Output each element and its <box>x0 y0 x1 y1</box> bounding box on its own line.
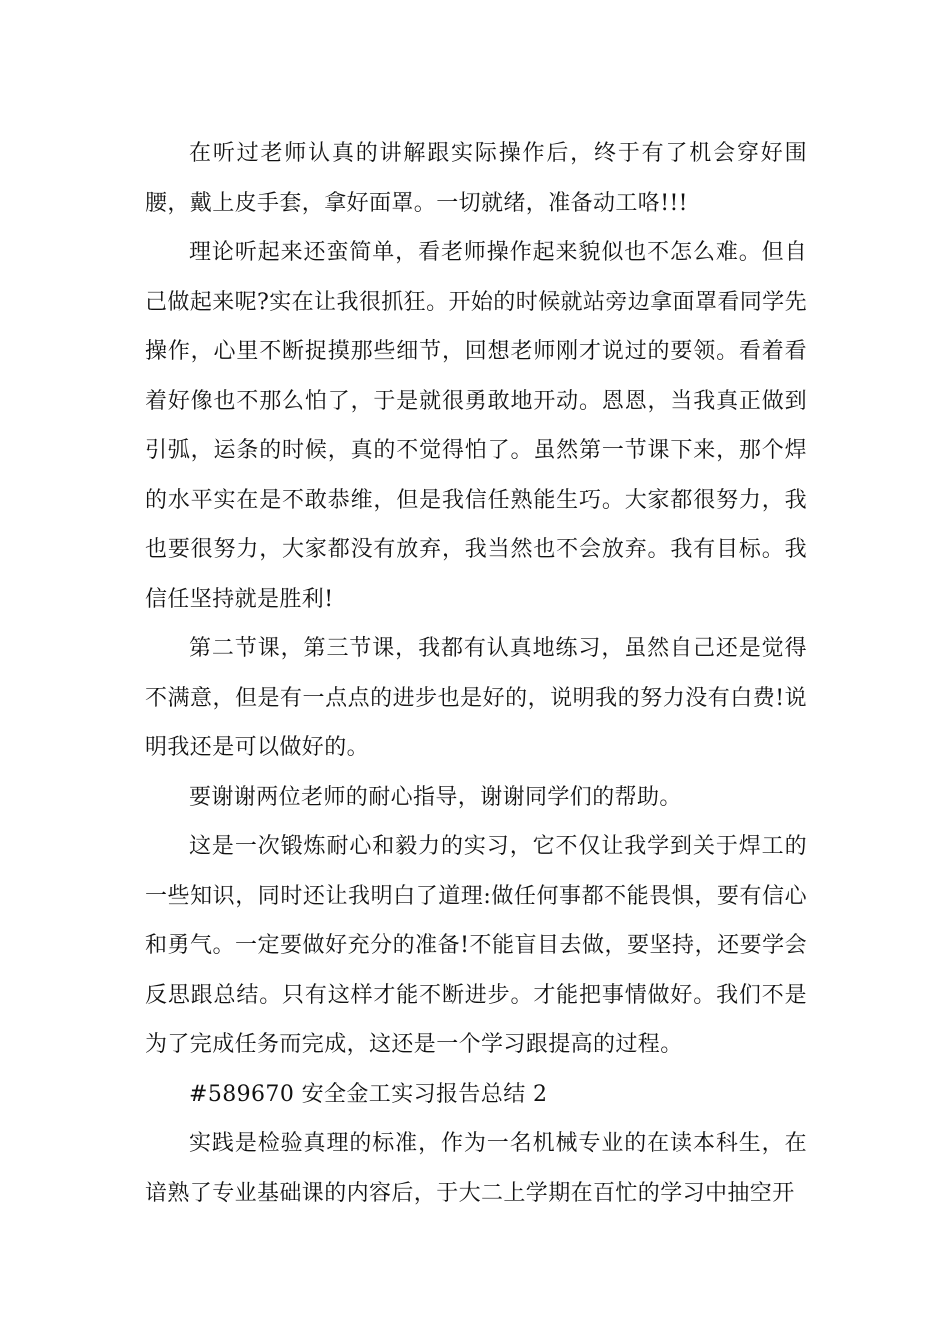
paragraph-wearing-gear: 在听过老师认真的讲解跟实际操作后，终于有了机会穿好围腰，戴上皮手套，拿好面罩。一切就绪，准备动工咯!!! <box>145 141 807 216</box>
document-body <box>145 129 807 1218</box>
paragraph-practice-intro: 实践是检验真理的标准，作为一名机械专业的在读本科生，在谙熟了专业基础课的内容后，于大二上学期在百忙的学习中抽空开 <box>145 1131 807 1206</box>
paragraph-reflection: 这是一次锻炼耐心和毅力的实习，它不仅让我学到关于焊工的一些知识，同时还让我明白了道理:做任何事都不能畏惧，要有信心和勇气。一定要做好充分的准备!不能盲目去做，要坚持，还要学会反思跟总结。只有这样才能不断进步。才能把事情做好。我们不是为了完成任务而完成，这还是一个学习跟提高的过程。 <box>145 834 807 1057</box>
paragraph-first-practice: 理论听起来还蛮简单，看老师操作起来貌似也不怎么难。但自己做起来呢?实在让我很抓狂。开始的时候就站旁边拿面罩看同学先操作，心里不断捉摸那些细节，回想老师刚才说过的要领。看着看着好像也不那么怕了，于是就很勇敢地开动。恩恩，当我真正做到引弧，运条的时候，真的不觉得怕了。虽然第一节课下来，那个焊的水平实在是不敢恭维，但是我信任熟能生巧。大家都很努力，我也要很努力，大家都没有放弃，我当然也不会放弃。我有目标。我信任坚持就是胜利! <box>145 240 807 612</box>
section-heading: #589670 安全金工实习报告总结 2 <box>189 1081 548 1107</box>
paragraph-thanks: 要谢谢两位老师的耐心指导，谢谢同学们的帮助。 <box>189 784 682 810</box>
paragraph-later-lessons: 第二节课，第三节课，我都有认真地练习，虽然自己还是觉得不满意，但是有一点点的进步也是好的，说明我的努力没有白费!说明我还是可以做好的。 <box>145 636 807 760</box>
